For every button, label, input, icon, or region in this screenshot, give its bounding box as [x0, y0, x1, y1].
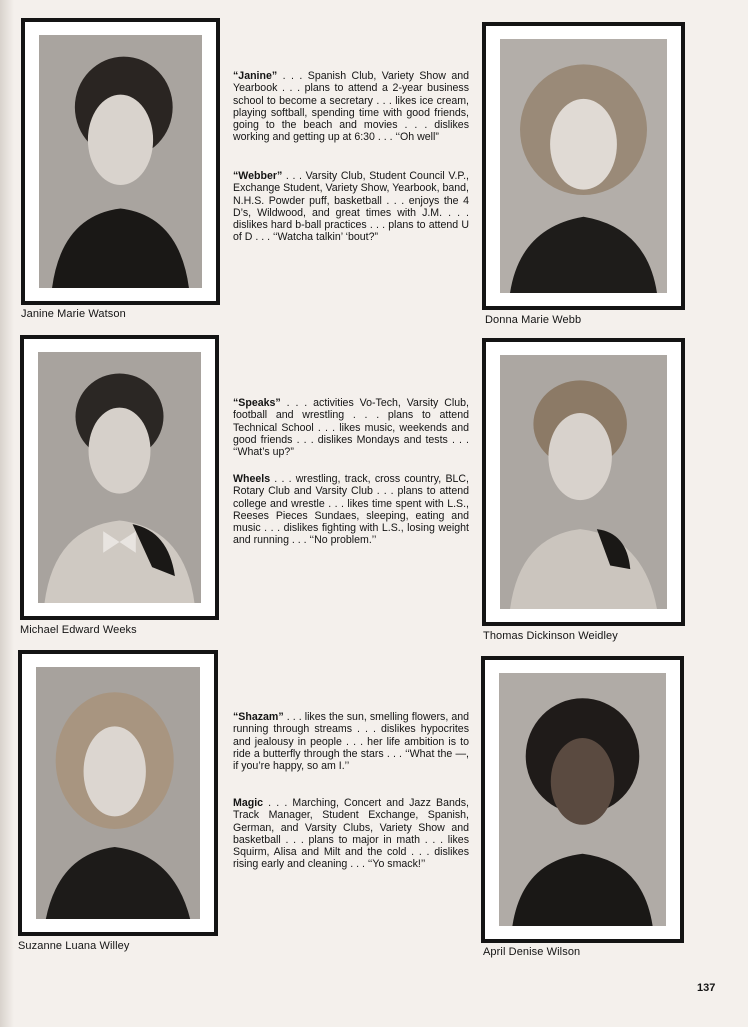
senior-bio-text: . . . Spanish Club, Variety Show and Yearbook . . . plans to attend a 2-year business school to become a secretary . . . likes ice cream, playing softball, spending time with good friends, going to the beach and movies . . . dislikes working and getting up at 6:30 . . . ‘‘Oh well” — [233, 70, 469, 144]
senior-bio-text: . . . Varsity Club, Student Council V.P., Exchange Student, Variety Show, Yearbook, band, N.H.S. Powder puff, basketball . . . enjoys the 4 D’s, Wildwood, and great times with J.M. . . . dislikes hard b-ball practices . . . plans to attend U of D . . . ‘‘Watcha talkin’ ‘bout?” — [233, 170, 469, 244]
portrait-photo — [36, 667, 200, 919]
portrait-frame — [18, 650, 218, 936]
portrait-photo — [38, 352, 201, 603]
senior-name: Thomas Dickinson Weidley — [483, 630, 618, 642]
senior-bio — [233, 397, 469, 458]
senior-nickname: Wheels — [233, 473, 271, 485]
senior-bio — [233, 170, 469, 244]
page-gutter-shade — [0, 0, 14, 1027]
portrait-photo — [39, 35, 202, 288]
senior-name: April Denise Wilson — [483, 946, 581, 958]
page-number: 137 — [697, 982, 716, 994]
senior-nickname: “Shazam” — [233, 711, 284, 723]
senior-nickname: “Speaks” — [233, 397, 281, 409]
portrait-frame — [482, 22, 685, 310]
senior-name: Suzanne Luana Willey — [18, 940, 130, 952]
portrait-photo — [500, 355, 667, 609]
senior-name: Janine Marie Watson — [21, 308, 126, 320]
portrait-frame — [482, 338, 685, 626]
senior-nickname: “Janine” — [233, 70, 278, 82]
senior-nickname: “Webber” — [233, 170, 283, 182]
senior-bio-text: . . . Marching, Concert and Jazz Bands, Track Manager, Student Exchange, Spanish, German, and Varsity Clubs, Variety Show and basketball . . . plans to major in math . . . likes Squirm, Alisa and Milt and the cold . . . dislikes rising early and cleaning . . . ‘‘Yo smack!’’ — [233, 797, 469, 871]
portrait-frame — [481, 656, 684, 943]
senior-bio — [233, 473, 469, 547]
senior-bio — [233, 70, 469, 144]
senior-bio — [233, 797, 469, 871]
senior-nickname: Magic — [233, 797, 264, 809]
senior-name: Donna Marie Webb — [485, 314, 582, 326]
senior-bio-text: . . . wrestling, track, cross country, BLC, Rotary Club and Varsity Club . . . plans to attend college and wrestle . . . likes time spent with L.S., Reeses Pieces Sundaes, sleeping, eating and music . . . dislikes fighting with L.S., losing weight and running . . . ‘‘No problem.’’ — [233, 473, 469, 547]
portrait-frame — [20, 335, 219, 620]
portrait-photo — [500, 39, 667, 293]
senior-name: Michael Edward Weeks — [20, 624, 137, 636]
senior-bio-text: . . . likes the sun, smelling flowers, and running through streams . . . dislikes hypocrites and jealousy in people . . . her life ambition is to ride a butterfly through the stars . . . ‘‘What the —, if you’re happy, so am I.’’ — [233, 711, 469, 773]
portrait-photo — [499, 673, 666, 926]
senior-bio-text: . . . activities Vo-Tech, Varsity Club, football and wrestling . . . plans to attend Technical School . . . likes music, weekends and good friends . . . dislikes Mondays and tests . . . ‘‘What’s up?” — [233, 397, 469, 459]
portrait-frame — [21, 18, 220, 305]
senior-bio — [233, 711, 469, 772]
